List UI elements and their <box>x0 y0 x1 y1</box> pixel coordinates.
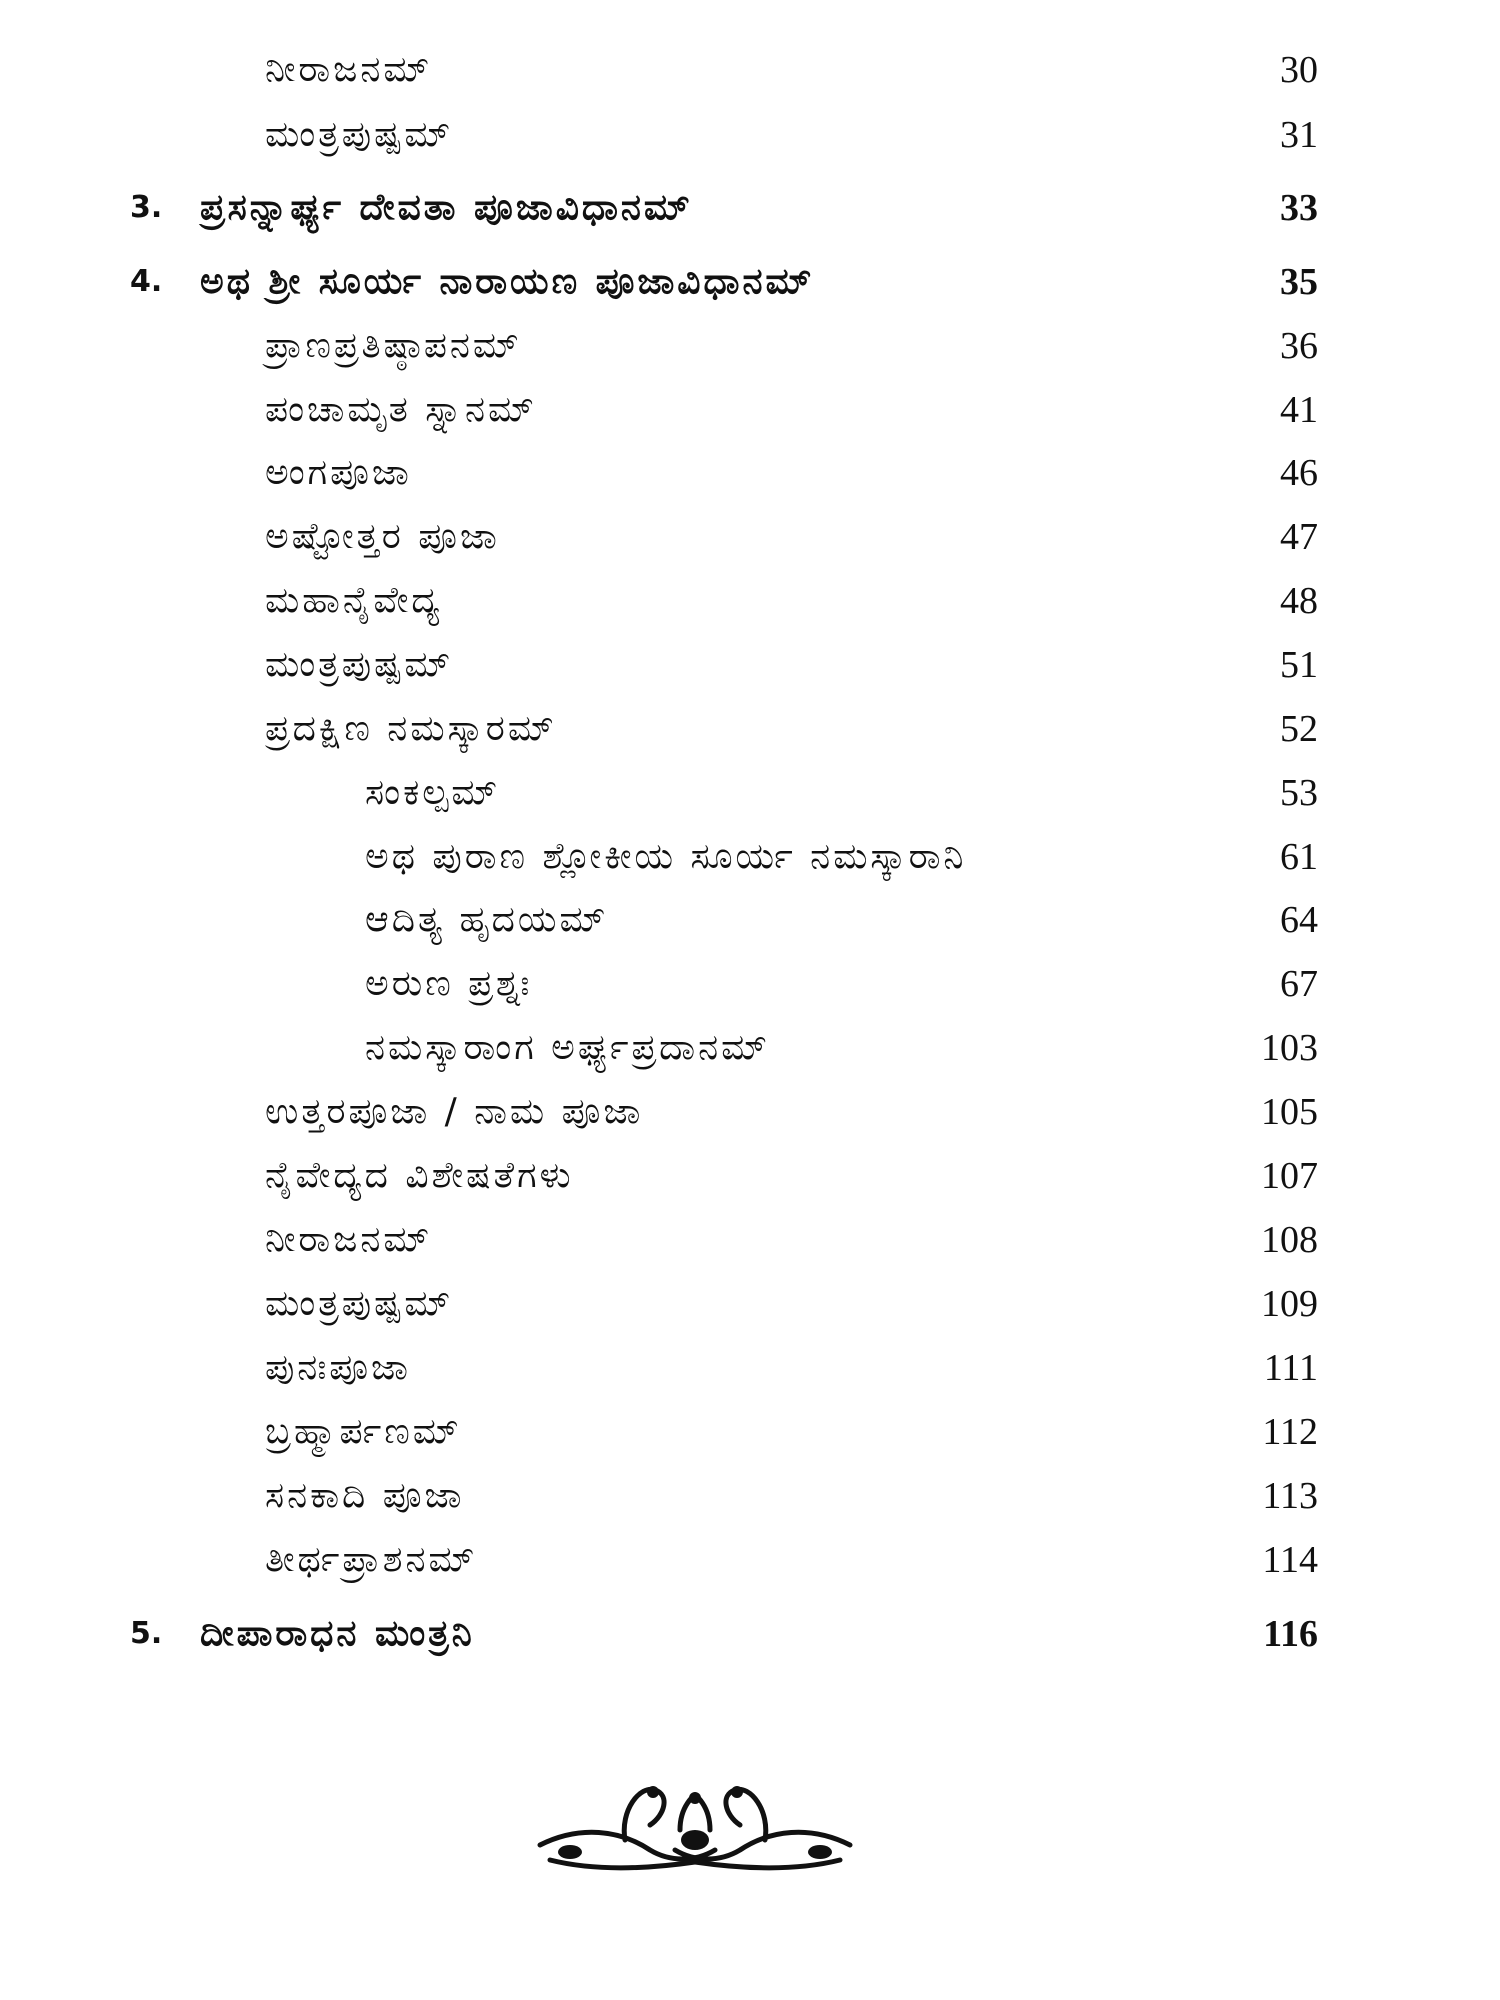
toc-entry <box>0 178 1500 238</box>
toc-entry-page-number: 112 <box>1262 1411 1318 1453</box>
toc-entry <box>0 763 1500 823</box>
toc-entry-page-number: 61 <box>1280 836 1318 878</box>
toc-entry-title: ಉತ್ತರಪೂಜಾ / ನಾಮ ಪೂಜಾ <box>265 1091 644 1132</box>
toc-entry-title: ಅಂಗಪೂಜಾ <box>265 452 412 493</box>
toc-entry-title: ಪಂಚಾಮೃತ ಸ್ನಾನಮ್ <box>265 389 537 430</box>
toc-entry-title: ಮಂತ್ರಪುಷ್ಪಮ್ <box>265 1283 454 1324</box>
toc-entry <box>0 1082 1500 1142</box>
toc-entry <box>0 105 1500 165</box>
toc-entry-page-number: 53 <box>1280 772 1318 814</box>
toc-entry <box>0 380 1500 440</box>
toc-entry <box>0 252 1500 312</box>
toc-entry-title: ಅಥ ಪುರಾಣ ಶ್ಲೋಕೀಯ ಸೂರ್ಯ ನಮಸ್ಕಾರಾನಿ <box>365 836 967 877</box>
toc-entry <box>0 699 1500 759</box>
toc-entry <box>0 571 1500 631</box>
toc-entry-page-number: 116 <box>1263 1613 1318 1655</box>
toc-entry-page-number: 64 <box>1280 899 1318 941</box>
toc-entry <box>0 890 1500 950</box>
toc-entry-page-number: 114 <box>1262 1539 1318 1581</box>
toc-entry-title: ಮಂತ್ರಪುಷ್ಪಮ್ <box>265 644 454 685</box>
toc-entry-title: ಸಂಕಲ್ಪಮ್ <box>365 772 501 813</box>
toc-entry-title: ಪ್ರದಕ್ಷಿಣ ನಮಸ್ಕಾರಮ್ <box>265 708 557 749</box>
toc-entry-page-number: 46 <box>1280 452 1318 494</box>
toc-entry-title: ಮಹಾನೈವೇದ್ಯ <box>265 580 443 621</box>
toc-entry-page-number: 113 <box>1262 1475 1318 1517</box>
toc-entry-page-number: 108 <box>1261 1219 1318 1261</box>
toc-entry <box>0 507 1500 567</box>
toc-entry <box>0 1274 1500 1334</box>
toc-entry-title: ತೀರ್ಥಪ್ರಾಶನಮ್ <box>265 1539 478 1580</box>
peacock-ornament-icon <box>530 1770 860 1880</box>
toc-entry-title: ನೀರಾಜನಮ್ <box>265 1219 433 1260</box>
toc-entry-title: ಆದಿತ್ಯ ಹೃದಯಮ್ <box>365 899 609 940</box>
toc-entry-page-number: 36 <box>1280 325 1318 367</box>
toc-entry <box>0 1402 1500 1462</box>
toc-entry-page-number: 35 <box>1280 261 1318 303</box>
toc-entry-title: ಸನಕಾದಿ ಪೂಜಾ <box>265 1475 465 1516</box>
toc-entry-page-number: 41 <box>1280 389 1318 431</box>
toc-entry <box>0 827 1500 887</box>
toc-entry <box>0 1604 1500 1664</box>
toc-entry-page-number: 33 <box>1280 187 1318 229</box>
toc-entry-number: 5. <box>130 1616 163 1651</box>
toc-entry <box>0 1146 1500 1206</box>
toc-entry-title: ನಮಸ್ಕಾರಾಂಗ ಅರ್ಘ್ಯಪ್ರದಾನಮ್ <box>365 1027 771 1068</box>
toc-entry <box>0 635 1500 695</box>
toc-entry <box>0 40 1500 100</box>
toc-entry <box>0 954 1500 1014</box>
toc-entry-page-number: 109 <box>1261 1283 1318 1325</box>
toc-entry-page-number: 103 <box>1261 1027 1318 1069</box>
toc-entry-page-number: 47 <box>1280 516 1318 558</box>
toc-entry-title: ದೀಪಾರಾಧನ ಮಂತ್ರನಿ <box>200 1613 475 1654</box>
toc-entry-page-number: 51 <box>1280 644 1318 686</box>
toc-entry <box>0 316 1500 376</box>
toc-entry-title: ಬ್ರಹ್ಮಾರ್ಪಣಮ್ <box>265 1411 462 1452</box>
toc-entry-title: ಅರುಣ ಪ್ರಶ್ನಃ <box>365 963 533 1004</box>
toc-entry-title: ಪ್ರಸನ್ನಾರ್ಘ್ಯ ದೇವತಾ ಪೂಜಾವಿಧಾನಮ್ <box>200 187 693 228</box>
toc-entry-page-number: 105 <box>1261 1091 1318 1133</box>
toc-entry <box>0 1018 1500 1078</box>
toc-entry-page-number: 107 <box>1261 1155 1318 1197</box>
toc-entry <box>0 443 1500 503</box>
toc-entry-number: 4. <box>130 264 163 299</box>
toc-entry-page-number: 67 <box>1280 963 1318 1005</box>
toc-entry <box>0 1210 1500 1270</box>
toc-entry-number: 3. <box>130 190 163 225</box>
toc-entry-page-number: 30 <box>1280 49 1318 91</box>
toc-entry <box>0 1466 1500 1526</box>
toc-entry-title: ಪುನಃಪೂಜಾ <box>265 1347 411 1388</box>
toc-entry-title: ಮಂತ್ರಪುಷ್ಪಮ್ <box>265 114 454 155</box>
toc-entry-title: ನೈವೇದ್ಯದ ವಿಶೇಷತೆಗಳು <box>265 1155 574 1196</box>
toc-entry-page-number: 111 <box>1263 1347 1318 1389</box>
toc-entry-title: ನೀರಾಜನಮ್ <box>265 49 433 90</box>
toc-entry-page-number: 48 <box>1280 580 1318 622</box>
toc-entry-title: ಅಥ ಶ್ರೀ ಸೂರ್ಯ ನಾರಾಯಣ ಪೂಜಾವಿಧಾನಮ್ <box>200 261 815 302</box>
toc-entry-title: ಅಷ್ಟೋತ್ತರ ಪೂಜಾ <box>265 516 500 557</box>
toc-entry-page-number: 31 <box>1280 114 1318 156</box>
toc-entry <box>0 1530 1500 1590</box>
toc-entry <box>0 1338 1500 1398</box>
toc-entry-page-number: 52 <box>1280 708 1318 750</box>
toc-entry-title: ಪ್ರಾಣಪ್ರತಿಷ್ಠಾಪನಮ್ <box>265 325 522 366</box>
